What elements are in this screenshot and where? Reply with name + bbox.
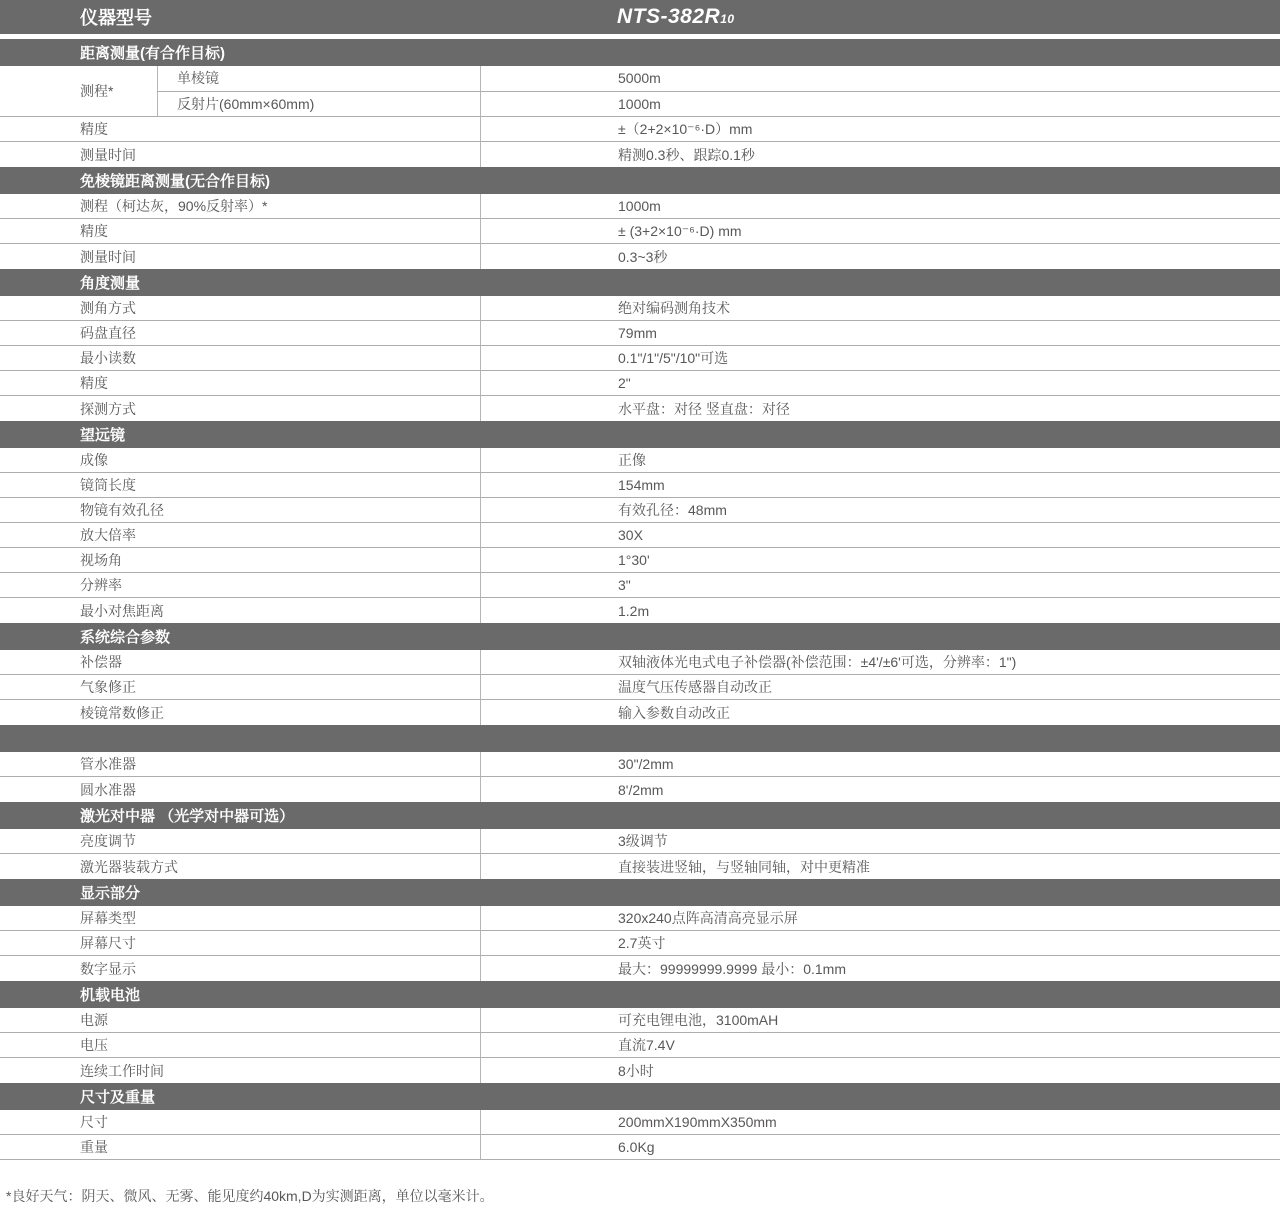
spec-value: 1000m xyxy=(480,194,1280,218)
spec-value: 精测0.3秒、跟踪0.1秒 xyxy=(480,142,1280,167)
spec-value: 双轴液体光电式电子补偿器(补偿范围：±4'/±6'可选，分辨率：1") xyxy=(480,650,1280,674)
spec-label: 补偿器 xyxy=(80,654,122,670)
spec-value: 输入参数自动改正 xyxy=(480,700,1280,725)
spec-value: 1°30' xyxy=(480,548,1280,572)
spec-label: 测程* xyxy=(80,83,114,99)
spec-row xyxy=(0,244,1280,269)
spec-label: 探测方式 xyxy=(80,400,136,417)
spec-label: 最小对焦距离 xyxy=(80,602,164,619)
section-header-distance-reflectorless: 免棱镜距离测量(无合作目标) xyxy=(0,167,1280,194)
spec-label: 管水准器 xyxy=(80,756,136,772)
spec-row xyxy=(0,906,1280,931)
spec-row xyxy=(0,956,1280,981)
spec-label: 棱镜常数修正 xyxy=(80,704,164,721)
spec-value: 0.1"/1"/5"/10"可选 xyxy=(480,346,1280,370)
section-header-display: 显示部分 xyxy=(0,879,1280,906)
spec-value: 30"/2mm xyxy=(480,752,1280,776)
spec-label: 分辨率 xyxy=(80,577,122,593)
spec-label: 精度 xyxy=(80,375,108,391)
spec-label: 尺寸 xyxy=(80,1114,108,1130)
section-header-dimensions: 尺寸及重量 xyxy=(0,1083,1280,1110)
spec-value: 8'/2mm xyxy=(480,777,1280,802)
spec-label: 数字显示 xyxy=(80,960,136,977)
spec-label: 重量 xyxy=(80,1139,108,1155)
spec-subrow xyxy=(157,66,1280,92)
section-header-telescope: 望远镜 xyxy=(0,421,1280,448)
spec-value: 320x240点阵高清高亮显示屏 xyxy=(480,906,1280,930)
spec-value: ± (3+2×10⁻⁶·D) mm xyxy=(480,219,1280,243)
spec-label: 物镜有效孔径 xyxy=(80,502,164,518)
spec-value: 200mmX190mmX350mm xyxy=(480,1110,1280,1134)
spec-label: 测量时间 xyxy=(80,146,136,163)
spec-row xyxy=(0,346,1280,371)
spec-row xyxy=(0,117,1280,142)
spec-row xyxy=(0,498,1280,523)
spec-value: 1000m xyxy=(480,92,1280,117)
section-header-laser-plummet: 激光对中器 （光学对中器可选） xyxy=(0,802,1280,829)
spec-label: 激光器装载方式 xyxy=(80,858,178,875)
section-header-level xyxy=(0,725,1280,752)
spec-value: 30X xyxy=(480,523,1280,547)
spec-group-range xyxy=(0,66,1280,117)
spec-value: 5000m xyxy=(480,66,1280,91)
spec-label: 最小读数 xyxy=(80,350,136,366)
spec-row xyxy=(0,194,1280,219)
spec-label: 测量时间 xyxy=(80,248,136,265)
model-subscript: 10 xyxy=(720,12,735,26)
section-header-system: 系统综合参数 xyxy=(0,623,1280,650)
spec-label: 测角方式 xyxy=(80,300,136,316)
spec-row xyxy=(0,854,1280,879)
spec-group-column xyxy=(157,66,1280,116)
spec-value: 直流7.4V xyxy=(480,1033,1280,1057)
section-header-angle: 角度测量 xyxy=(0,269,1280,296)
spec-sublabel: 单棱镜 xyxy=(157,66,480,91)
spec-value: 直接装进竖轴，与竖轴同轴，对中更精准 xyxy=(480,854,1280,879)
model-text: NTS-382R xyxy=(617,5,721,28)
spec-value: 正像 xyxy=(480,448,1280,472)
spec-row xyxy=(0,650,1280,675)
spec-row xyxy=(0,829,1280,854)
spec-value: 1.2m xyxy=(480,598,1280,623)
footnote: *良好天气：阴天、微风、无雾、能见度约40km,D为实测距离，单位以毫米计。 xyxy=(6,1188,494,1204)
spec-row xyxy=(0,448,1280,473)
spec-row xyxy=(0,1110,1280,1135)
spec-row xyxy=(0,700,1280,725)
instrument-model-label: 仪器型号 xyxy=(80,8,152,28)
spec-value: 154mm xyxy=(480,473,1280,497)
spec-value: 2" xyxy=(480,371,1280,395)
spec-value: 温度气压传感器自动改正 xyxy=(480,675,1280,699)
spec-label: 精度 xyxy=(80,121,108,137)
spec-value: 3级调节 xyxy=(480,829,1280,853)
spec-label: 电压 xyxy=(80,1037,108,1053)
spec-row xyxy=(0,931,1280,956)
spec-value: 3" xyxy=(480,573,1280,597)
spec-value: 8小时 xyxy=(480,1058,1280,1083)
spec-value: 绝对编码测角技术 xyxy=(480,296,1280,320)
spec-row xyxy=(0,142,1280,167)
spec-label: 气象修正 xyxy=(80,679,136,695)
spec-label: 精度 xyxy=(80,223,108,239)
section-header-battery: 机载电池 xyxy=(0,981,1280,1008)
spec-value: 79mm xyxy=(480,321,1280,345)
spec-value: 水平盘：对径 竖直盘：对径 xyxy=(480,396,1280,421)
spec-label: 放大倍率 xyxy=(80,527,136,543)
spec-row xyxy=(0,321,1280,346)
spec-row xyxy=(0,573,1280,598)
spec-row xyxy=(0,296,1280,321)
spec-label: 圆水准器 xyxy=(80,781,136,798)
spec-subrow xyxy=(157,92,1280,117)
spec-row xyxy=(0,777,1280,802)
spec-row xyxy=(0,473,1280,498)
spec-label: 成像 xyxy=(80,452,108,468)
spec-value: 0.3~3秒 xyxy=(480,244,1280,269)
spec-row xyxy=(0,523,1280,548)
spec-label: 镜筒长度 xyxy=(80,477,136,493)
model-value xyxy=(480,5,735,29)
spec-value: 有效孔径：48mm xyxy=(480,498,1280,522)
spec-row xyxy=(0,1058,1280,1083)
spec-value: ±（2+2×10⁻⁶·D）mm xyxy=(480,117,1280,141)
section-header-distance-prism: 距离测量(有合作目标) xyxy=(0,39,1280,66)
spec-row xyxy=(0,752,1280,777)
table-header-bar xyxy=(0,0,1280,34)
spec-row xyxy=(0,548,1280,573)
spec-label: 视场角 xyxy=(80,552,122,568)
spec-row xyxy=(0,219,1280,244)
spec-label: 屏幕尺寸 xyxy=(80,935,136,951)
spec-label: 码盘直径 xyxy=(80,325,136,341)
spec-row xyxy=(0,1135,1280,1160)
spec-label: 屏幕类型 xyxy=(80,910,136,926)
spec-label: 连续工作时间 xyxy=(80,1062,164,1079)
spec-value: 2.7英寸 xyxy=(480,931,1280,955)
spec-row xyxy=(0,1033,1280,1058)
spec-label: 亮度调节 xyxy=(80,833,136,849)
spec-value: 6.0Kg xyxy=(480,1135,1280,1159)
spec-label: 电源 xyxy=(80,1012,108,1028)
spec-label: 测程（柯达灰，90%反射率）* xyxy=(80,198,268,214)
spec-value: 可充电锂电池，3100mAH xyxy=(480,1008,1280,1032)
spec-row xyxy=(0,396,1280,421)
spec-sublabel: 反射片(60mm×60mm) xyxy=(157,92,480,117)
spec-row xyxy=(0,1008,1280,1033)
spec-value: 最大：99999999.9999 最小：0.1mm xyxy=(480,956,1280,981)
spec-row xyxy=(0,598,1280,623)
spec-row xyxy=(0,371,1280,396)
spec-row xyxy=(0,675,1280,700)
